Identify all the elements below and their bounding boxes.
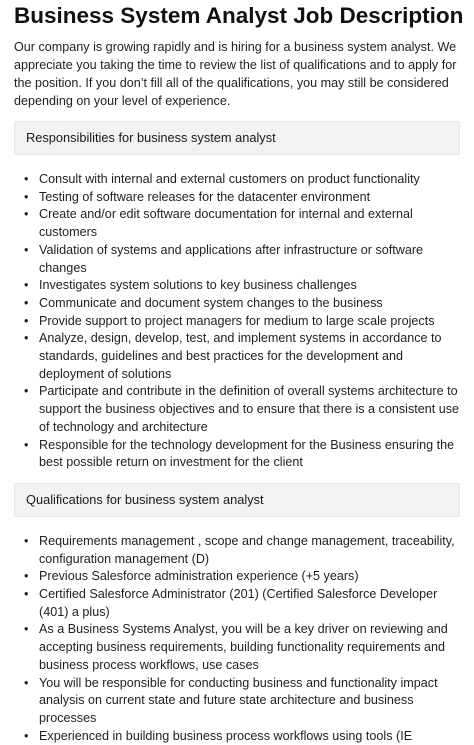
bullet-icon: • <box>24 384 29 399</box>
bullet-icon: • <box>24 172 29 186</box>
bullet-icon: • <box>24 189 29 204</box>
bullet-icon: • <box>24 313 29 328</box>
list-item: • Communicate and document system changes to the business <box>24 295 460 313</box>
bullet-icon: • <box>24 622 29 637</box>
list-item: • Experienced in building business process workflows using tools (IE <box>24 728 460 745</box>
qualifications-heading: Qualifications for business system analyst <box>14 483 460 517</box>
bullet-icon: • <box>24 675 29 690</box>
list-item: • Provide support to project managers for medium to large scale projects <box>24 313 460 331</box>
list-item: • Consult with internal and external customers on product functionality <box>24 171 460 189</box>
bullet-icon: • <box>24 587 29 602</box>
bullet-icon: • <box>24 728 29 743</box>
list-item: • Analyze, design, develop, test, and implement systems in accordance to standards, guidelines and best practices for the development and deployment of solutions <box>24 331 442 381</box>
list-item: • You will be responsible for conducting business and functionality impact analysis on current state and future state architecture and business processes <box>24 675 438 725</box>
page-title: Business System Analyst Job Description <box>14 3 464 28</box>
bullet-icon: • <box>24 569 29 584</box>
list-item: • Previous Salesforce administration experience (+5 years) <box>24 568 460 586</box>
bullet-icon: • <box>24 295 29 310</box>
bullet-icon: • <box>24 331 29 346</box>
list-item: • As a Business Systems Analyst, you will be a key driver on reviewing and accepting business requirements, building functionality requirements and business process workflows, use cases <box>24 622 448 672</box>
responsibilities-heading: Responsibilities for business system analyst <box>14 121 460 155</box>
list-item: • Create and/or edit software documentation for internal and external customers <box>24 207 413 240</box>
bullet-icon: • <box>24 278 29 293</box>
list-item: • Requirements management , scope and change management, traceability, configuration management (D) <box>24 533 455 566</box>
list-item: • Validation of systems and applications after infrastructure or software changes <box>24 242 424 275</box>
bullet-icon: • <box>24 207 29 222</box>
bullet-icon: • <box>24 242 29 257</box>
bullet-icon: • <box>24 533 29 548</box>
list-item: • Investigates system solutions to key business challenges <box>24 277 460 295</box>
intro-paragraph: Our company is growing rapidly and is hiring for a business system analyst. We appreciate you taking the time to review the list of qualifications and to apply for the position. If you don’t fill all of the qualifications, you may still be considered depending on your level of experience. <box>14 40 457 108</box>
qualifications-list <box>14 533 460 745</box>
list-item: • Testing of software releases for the datacenter environment <box>24 189 460 207</box>
list-item: • Participate and contribute in the definition of overall systems architecture to support the business objectives and to ensure that there is a consistent use of technology and architecture <box>24 384 460 434</box>
list-item: • Responsible for the technology development for the Business ensuring the best possible return on investment for the client <box>24 437 455 470</box>
responsibilities-list <box>14 171 460 472</box>
list-item: • Certified Salesforce Administrator (201) (Certified Salesforce Developer (401) a plus) <box>24 587 438 619</box>
bullet-icon: • <box>24 437 29 452</box>
